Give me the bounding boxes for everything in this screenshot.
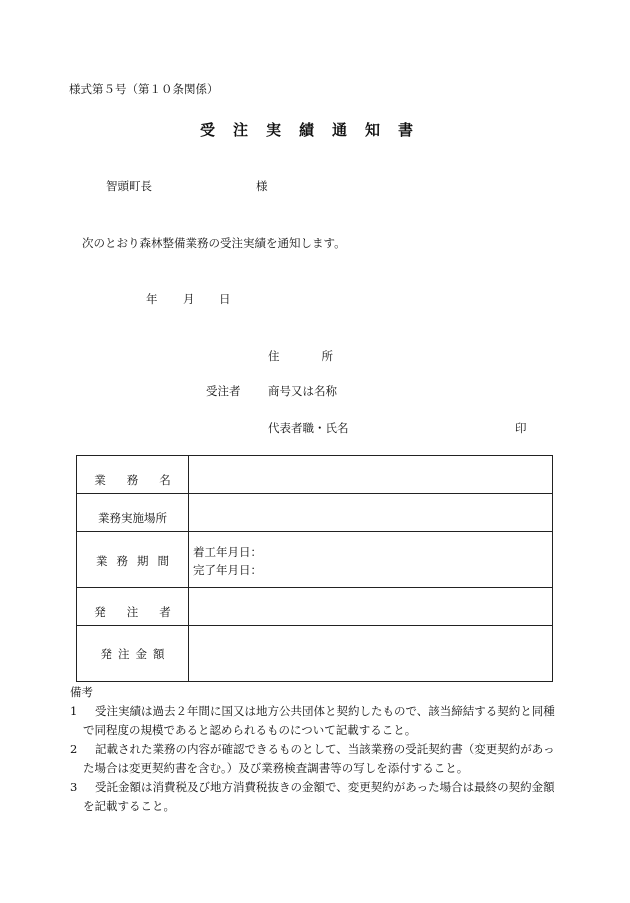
orderer-label-cell [77, 588, 192, 626]
recipient-name: 智頭町長 [106, 179, 152, 193]
orderer-field[interactable] [189, 588, 553, 626]
period-label-cell [77, 532, 189, 588]
work-info-table [76, 455, 553, 682]
note-item [70, 702, 556, 740]
note-number: 2 [70, 742, 78, 756]
orderer-label: 発注者 [94, 605, 192, 619]
recipient-honorific: 様 [256, 179, 268, 193]
period-label: 業務期間 [96, 553, 178, 568]
period-end-label: 完了年月日： [193, 562, 262, 577]
amount-field[interactable] [189, 626, 553, 682]
note-number: 1 [70, 704, 78, 718]
location-field[interactable] [189, 494, 553, 532]
period-field[interactable] [189, 532, 553, 588]
location-label: 業務実施場所 [98, 511, 167, 525]
representative-label: 代表者職・氏名 [268, 421, 349, 435]
seal-mark: 印 [515, 421, 527, 435]
note-text: 受託金額は消費税及び地方消費税抜きの金額で、変更契約があった場合は最終の契約金額を記載すること。 [83, 780, 555, 813]
note-number: 3 [70, 780, 78, 794]
date-year-label: 年 [146, 292, 158, 306]
note-item [70, 740, 556, 778]
amount-label: 発注金額 [100, 646, 171, 661]
note-text: 受注実績は過去２年間に国又は地方公共団体と契約したもので、該当締結する契約と同種で同程度の規模であると認められるものについて記載すること。 [83, 704, 555, 737]
date-day-label: 日 [219, 292, 231, 306]
work-name-field[interactable] [189, 456, 553, 494]
date-month-label: 月 [183, 292, 195, 306]
note-item [70, 778, 556, 816]
table-row [77, 532, 553, 588]
table-row [77, 588, 553, 626]
contractor-label: 受注者 [206, 384, 241, 398]
table-row [77, 494, 553, 532]
intro-text: 次のとおり森林整備業務の受注実績を通知します。 [82, 236, 346, 250]
table-row [77, 456, 553, 494]
document-title: 受注実績通知書 [200, 121, 432, 139]
location-label-cell [77, 494, 189, 532]
work-name-label-cell [77, 456, 192, 494]
notes-heading: 備考 [70, 685, 93, 699]
amount-label-cell [77, 626, 189, 682]
company-name-label: 商号又は名称 [268, 384, 337, 398]
form-number: 様式第５号（第１０条関係） [69, 82, 219, 96]
table-row [77, 626, 553, 682]
work-name-label: 業務名 [94, 473, 192, 487]
address-label: 住所 [268, 349, 375, 363]
period-start-label: 着工年月日： [193, 544, 262, 559]
note-text: 記載された業務の内容が確認できるものとして、当該業務の受託契約書（変更契約があった場合は変更契約書を含む。）及び業務検査調書等の写しを添付すること。 [83, 742, 555, 775]
